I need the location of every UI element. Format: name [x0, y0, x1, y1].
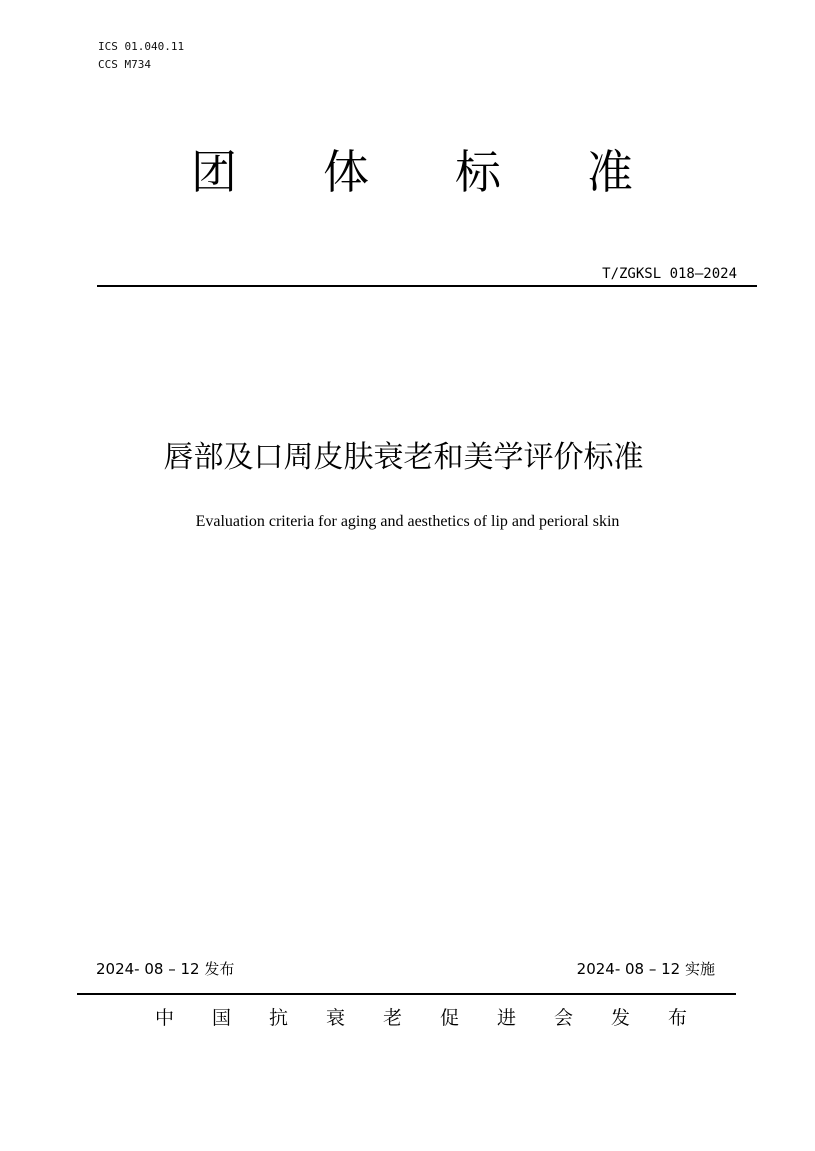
doc-type-char-3: 标 — [455, 145, 501, 199]
standard-number: T/ZGKSL 018—2024 — [602, 266, 737, 282]
ics-code: ICS 01.040.11 — [98, 40, 185, 53]
publisher-char-4: 衰 — [326, 1007, 346, 1029]
publisher-char-1: 中 — [155, 1007, 175, 1029]
doc-type-char-4: 准 — [587, 145, 633, 199]
issue-date: 2024- 08 – 12 发布 — [96, 960, 235, 978]
document-type-heading — [0, 140, 815, 204]
ccs-code: CCS M734 — [98, 58, 151, 71]
publisher-char-6: 促 — [440, 1007, 460, 1029]
implementation-date: 2024- 08 – 12 实施 — [576, 960, 715, 978]
publisher-char-3: 抗 — [269, 1007, 289, 1029]
doc-type-char-2: 体 — [323, 145, 369, 199]
bottom-divider — [77, 993, 736, 995]
classification-codes — [98, 38, 184, 74]
publisher-char-5: 老 — [383, 1007, 403, 1029]
publisher-char-8: 会 — [554, 1007, 574, 1029]
publisher-char-10: 布 — [668, 1007, 688, 1029]
chinese-title: 唇部及口周皮肤衰老和美学评价标准 — [163, 440, 644, 475]
doc-type-char-1: 团 — [191, 145, 237, 199]
publisher-char-7: 进 — [497, 1007, 517, 1029]
publisher-line — [155, 1004, 695, 1034]
top-divider — [97, 285, 757, 287]
publisher-char-9: 发 — [611, 1007, 631, 1029]
english-title: Evaluation criteria for aging and aesthetics of lip and perioral skin — [195, 513, 620, 530]
publisher-char-2: 国 — [212, 1007, 232, 1029]
